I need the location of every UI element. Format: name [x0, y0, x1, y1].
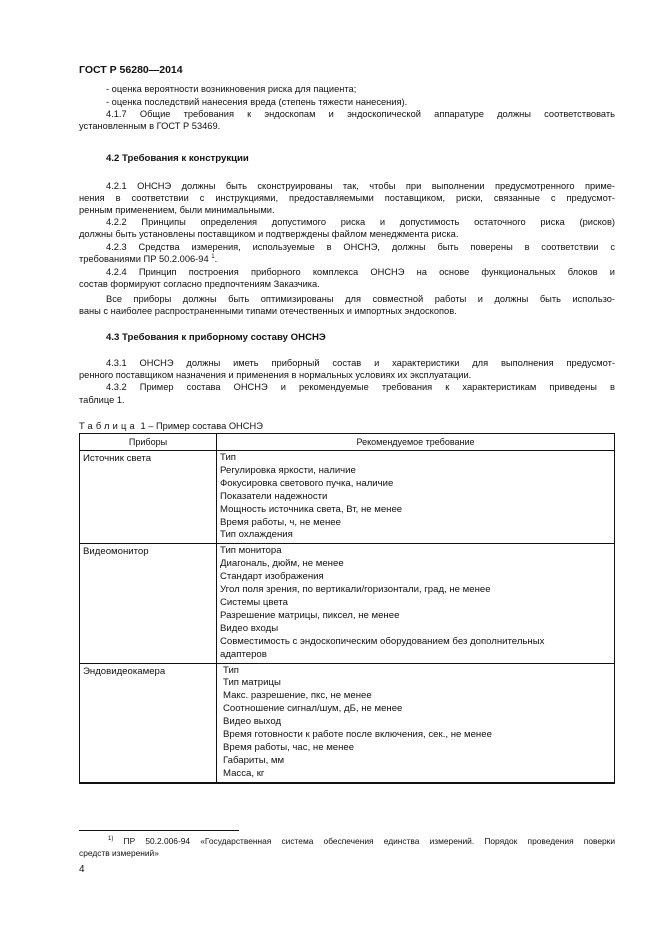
- requirement-item: Видео выход: [223, 716, 282, 728]
- para-4-2-4-line1: 4.2.4 Принцип построения приборного комплекса ОНСНЭ на основе функциональных блоков и: [106, 267, 615, 277]
- requirements-cell: [217, 663, 615, 783]
- para-4-2-1-line3: ренным применением, были минимальными.: [79, 205, 275, 215]
- requirement-item: Тип монитора: [220, 545, 282, 557]
- footnote-ref[interactable]: 1: [211, 253, 215, 260]
- footnote-divider: [79, 830, 239, 831]
- para-4-2-5-line2: ваны с наиболее распространенными типами отечественных и импортных эндоскопов.: [79, 306, 457, 316]
- para-4-1-7-line2: установленным в ГОСТ Р 53469.: [79, 121, 221, 131]
- para-4-3-2-line1: 4.3.2 Пример состава ОНСНЭ и рекомендуемые требования к характеристикам приведены в: [106, 382, 615, 392]
- device-cell: Эндовидеокамера: [80, 663, 217, 783]
- requirement-item: Габариты, мм: [223, 754, 285, 766]
- table-row: [80, 663, 615, 783]
- requirement-item: Показатели надежности: [220, 490, 328, 502]
- requirement-item: Тип матрицы: [223, 677, 281, 689]
- table-caption-number: 1: [140, 421, 146, 431]
- para-4-3-1-line1: 4.3.1 ОНСНЭ должны иметь приборный состав и характеристики для выполнения предусмот-: [106, 358, 615, 368]
- device-cell: Видеомонитор: [80, 544, 217, 663]
- requirements-cell: [217, 544, 615, 663]
- heading-4-2: 4.2 Требования к конструкции: [106, 153, 249, 164]
- footnote-marker: 1): [108, 836, 114, 843]
- equipment-table: [79, 433, 615, 784]
- requirements-cell: [217, 451, 615, 544]
- requirement-item: Тип: [220, 452, 236, 463]
- requirement-item: Регулировка яркости, наличие: [220, 464, 356, 476]
- footnote: [79, 836, 615, 859]
- para-4-2-2-line1: 4.2.2 Принципы определения допустимого риска и допустимость остаточного риска (рисков): [106, 217, 615, 227]
- table-row: [80, 451, 615, 544]
- requirement-item: Стандарт изображения: [220, 571, 324, 583]
- device-cell: Источник света: [80, 451, 217, 544]
- para-4-1-7-line1: 4.1.7 Общие требования к эндоскопам и эндоскопической аппаратуре должны соответствовать: [106, 109, 615, 119]
- footnote-line1: $^{1)}$ ПР 50.2.006-94 «Государственная система обеспечения единства измерений. Порядок проведения поверки: [108, 836, 615, 846]
- para-4-2-3-line2: требованиями ПР 50.2.006-94 $^1$.: [79, 253, 218, 264]
- para-4-3-2-line2: таблице 1.: [79, 395, 125, 405]
- para-4-2-3-line1: 4.2.3 Средства измерения, используемые в ОНСНЭ, должны быть поверены в соответствии с: [106, 242, 615, 252]
- para-4-2-1-line2: нения в соответствии с инструкциями, предоставляемыми поставщиком, риски, связанные с предусмот-: [79, 193, 615, 203]
- requirement-item: Масса, кг: [223, 767, 265, 779]
- para-4-2-4-line2: состав формируют согласно предпочтениям Заказчика.: [79, 279, 320, 289]
- para-4-3-1-line2: ренного поставщиком назначения и применения в нормальных условиях их эксплуатации.: [79, 370, 472, 380]
- footnote-line2: средств измерений»: [79, 847, 159, 858]
- requirement-item: Время работы, час, не менее: [223, 741, 355, 753]
- requirement-item: Системы цвета: [220, 596, 288, 608]
- table-row: [80, 544, 615, 663]
- table-header-row: [80, 434, 615, 451]
- requirement-item: Макс. разрешение, пкс, не менее: [223, 690, 372, 702]
- heading-4-3: 4.3 Требования к приборному составу ОНСНЭ: [106, 332, 326, 343]
- page-number: 4: [79, 864, 85, 875]
- para-4-2-5-line1: Все приборы должны быть оптимизированы для совместной работы и должны быть использо-: [106, 294, 615, 304]
- bullet-harm-consequences: - оценка последствий нанесения вреда (степень тяжести нанесения).: [106, 97, 408, 107]
- column-header-devices: Приборы: [80, 434, 217, 451]
- requirement-item: Мощность источника света, Вт, не менее: [220, 503, 403, 515]
- requirement-item: Видео входы: [220, 622, 279, 634]
- requirement-item: Фокусировка светового пучка, наличие: [220, 477, 394, 489]
- requirement-item: Угол поля зрения, по вертикали/горизонтали, град, не менее: [220, 584, 491, 596]
- document-header: ГОСТ Р 56280—2014: [79, 64, 183, 76]
- table-caption-label: Таблица: [79, 421, 138, 431]
- requirement-item: Время готовности к работе после включения, сек., не менее: [223, 729, 492, 741]
- para-4-2-1-line1: 4.2.1 ОНСНЭ должны быть сконструированы так, чтобы при выполнении предусмотренного приме-: [106, 181, 615, 191]
- column-header-requirements: Рекомендуемое требование: [217, 434, 615, 451]
- requirement-item: Тип охлаждения: [220, 529, 293, 541]
- requirement-item: Время работы, ч, не менее: [220, 516, 341, 528]
- requirement-item: адаптеров: [220, 648, 267, 660]
- requirement-item: Диагональ, дюйм, не менее: [220, 558, 344, 570]
- requirement-item: Разрешение матрицы, пиксел, не менее: [220, 609, 400, 621]
- requirement-item: Совместимость с эндоскопическим оборудованием без дополнительных: [220, 635, 545, 647]
- bullet-risk-probability: - оценка вероятности возникновения риска для пациента;: [106, 84, 357, 94]
- para-4-2-2-line2: должны быть установлены поставщиком и подтверждены файлом менеджмента риска.: [79, 229, 459, 239]
- requirement-item: Соотношение сигнал/шум, дБ, не менее: [223, 703, 403, 715]
- table-caption: [79, 421, 263, 431]
- table-caption-title: – Пример состава ОНСНЭ: [148, 421, 263, 431]
- requirement-item: Тип: [223, 664, 239, 676]
